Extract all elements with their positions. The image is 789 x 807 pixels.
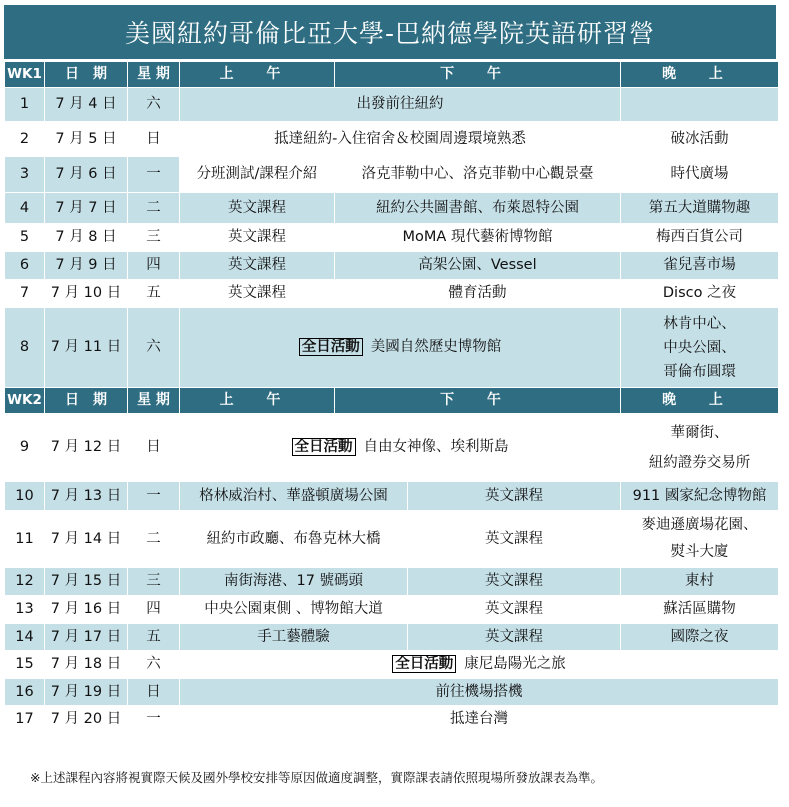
evening-cell: 雀兒喜市場	[621, 252, 779, 280]
table-row	[5, 596, 779, 624]
evening-cell: 911 國家紀念博物館	[621, 482, 779, 511]
afternoon-cell: 紐約公共圖書館、布萊恩特公園	[335, 193, 621, 224]
table-row	[5, 651, 779, 679]
weekday-cell: 日	[128, 122, 180, 157]
date-cell: 7 月 9 日	[45, 252, 128, 280]
week1-header-row	[5, 62, 779, 88]
table-row	[5, 224, 779, 252]
day-number: 2	[5, 122, 45, 157]
activity-cell: 抵達台灣	[180, 706, 779, 734]
day-number: 1	[5, 88, 45, 122]
table-row	[5, 157, 779, 193]
week-label: WK2	[5, 388, 45, 414]
schedule-table	[4, 61, 779, 734]
page-title: 美國紐約哥倫比亞大學-巴納德學院英語研習營	[4, 5, 776, 59]
morning-cell: 英文課程	[180, 193, 335, 224]
date-cell: 7 月 13 日	[45, 482, 128, 511]
evening-cell: 蘇活區購物	[621, 596, 779, 624]
afternoon-cell: MoMA 現代藝術博物館	[335, 224, 621, 252]
day-number: 5	[5, 224, 45, 252]
day-number: 8	[5, 308, 45, 388]
evening-cell: 第五大道購物趣	[621, 193, 779, 224]
date-header: 日 期	[45, 62, 128, 88]
morning-cell: 紐約市政廳、布魯克林大橋	[180, 511, 408, 568]
morning-cell: 南街海港、17 號碼頭	[180, 568, 408, 596]
table-row	[5, 88, 779, 122]
week2-header-row	[5, 388, 779, 414]
date-cell: 7 月 7 日	[45, 193, 128, 224]
evening-line: 林肯中心、	[663, 315, 736, 332]
evening-line: 麥迪遜廣場花園、	[641, 517, 758, 533]
day-number: 4	[5, 193, 45, 224]
full-day-tag: 全日活動	[292, 438, 356, 456]
weekday-cell: 三	[128, 224, 180, 252]
day-number: 14	[5, 624, 45, 651]
table-row	[5, 624, 779, 651]
day-number: 9	[5, 414, 45, 482]
afternoon-cell: 洛克菲勒中心、洛克菲勒中心觀景臺	[335, 157, 621, 193]
full-day-tag: 全日活動	[392, 655, 456, 673]
activity-text: 美國自然歷史博物館	[370, 339, 502, 356]
evening-cell: 梅西百貨公司	[621, 224, 779, 252]
evening-line: 哥倫布圓環	[663, 363, 736, 380]
day-number: 12	[5, 568, 45, 596]
date-cell: 7 月 15 日	[45, 568, 128, 596]
evening-line: 華爾街、	[670, 424, 729, 441]
date-cell: 7 月 12 日	[45, 414, 128, 482]
activity-cell	[180, 414, 621, 482]
evening-cell: 東村	[621, 568, 779, 596]
morning-header: 上 午	[180, 62, 335, 88]
afternoon-cell: 英文課程	[408, 624, 621, 651]
weekday-cell: 三	[128, 568, 180, 596]
evening-cell	[621, 414, 779, 482]
afternoon-cell: 體育活動	[335, 280, 621, 308]
date-cell: 7 月 16 日	[45, 596, 128, 624]
morning-cell: 英文課程	[180, 252, 335, 280]
activity-cell	[180, 651, 779, 679]
morning-cell: 分班測試/課程介紹	[180, 157, 335, 193]
evening-header: 晚 上	[621, 62, 779, 88]
weekday-header: 星 期	[128, 62, 180, 88]
date-cell: 7 月 20 日	[45, 706, 128, 734]
morning-cell: 英文課程	[180, 224, 335, 252]
weekday-cell: 四	[128, 596, 180, 624]
evening-line: 熨斗大廈	[670, 544, 729, 560]
weekday-cell: 二	[128, 193, 180, 224]
date-header: 日 期	[45, 388, 128, 414]
table-row	[5, 511, 779, 568]
morning-cell: 英文課程	[180, 280, 335, 308]
evening-cell: 時代廣場	[621, 157, 779, 193]
evening-header: 晚 上	[621, 388, 779, 414]
activity-text: 康尼島陽光之旅	[464, 656, 566, 673]
table-row	[5, 122, 779, 157]
afternoon-header: 下 午	[335, 62, 621, 88]
morning-cell: 格林威治村、華盛頓廣場公園	[180, 482, 408, 511]
evening-cell: 國際之夜	[621, 624, 779, 651]
afternoon-cell: 英文課程	[408, 568, 621, 596]
weekday-header: 星 期	[128, 388, 180, 414]
evening-line: 中央公園、	[663, 339, 736, 356]
table-row	[5, 414, 779, 482]
table-row	[5, 252, 779, 280]
weekday-cell: 六	[128, 88, 180, 122]
full-day-tag: 全日活動	[299, 338, 363, 356]
afternoon-cell: 英文課程	[408, 596, 621, 624]
table-row	[5, 706, 779, 734]
weekday-cell: 一	[128, 706, 180, 734]
date-cell: 7 月 10 日	[45, 280, 128, 308]
weekday-cell: 五	[128, 280, 180, 308]
afternoon-header: 下 午	[335, 388, 621, 414]
date-cell: 7 月 6 日	[45, 157, 128, 193]
afternoon-cell: 英文課程	[408, 511, 621, 568]
date-cell: 7 月 18 日	[45, 651, 128, 679]
weekday-cell: 日	[128, 679, 180, 706]
afternoon-cell: 英文課程	[408, 482, 621, 511]
afternoon-cell: 高架公園、Vessel	[335, 252, 621, 280]
evening-cell	[621, 511, 779, 568]
weekday-cell: 五	[128, 624, 180, 651]
activity-cell	[180, 308, 621, 388]
table-row	[5, 482, 779, 511]
weekday-cell: 一	[128, 482, 180, 511]
footnote: ※上述課程內容將視實際天候及國外學校安排等原因做適度調整，實際課表請依照現場所發放課表為準。	[30, 770, 603, 785]
morning-cell: 手工藝體驗	[180, 624, 408, 651]
date-cell: 7 月 11 日	[45, 308, 128, 388]
table-row	[5, 280, 779, 308]
weekday-cell: 日	[128, 414, 180, 482]
morning-header: 上 午	[180, 388, 335, 414]
day-number: 7	[5, 280, 45, 308]
weekday-cell: 六	[128, 651, 180, 679]
table-row	[5, 679, 779, 706]
day-number: 15	[5, 651, 45, 679]
day-number: 6	[5, 252, 45, 280]
date-cell: 7 月 14 日	[45, 511, 128, 568]
day-number: 16	[5, 679, 45, 706]
date-cell: 7 月 8 日	[45, 224, 128, 252]
table-row	[5, 308, 779, 388]
day-number: 13	[5, 596, 45, 624]
activity-cell: 前往機場搭機	[180, 679, 779, 706]
day-number: 11	[5, 511, 45, 568]
weekday-cell: 一	[128, 157, 180, 193]
morning-cell: 中央公園東側 、博物館大道	[180, 596, 408, 624]
activity-cell: 出發前往紐約	[180, 88, 621, 122]
weekday-cell: 六	[128, 308, 180, 388]
date-cell: 7 月 4 日	[45, 88, 128, 122]
evening-cell	[621, 308, 779, 388]
evening-cell: Disco 之夜	[621, 280, 779, 308]
evening-line: 紐約證券交易所	[648, 454, 751, 471]
weekday-cell: 二	[128, 511, 180, 568]
date-cell: 7 月 5 日	[45, 122, 128, 157]
table-row	[5, 568, 779, 596]
day-number: 17	[5, 706, 45, 734]
weekday-cell: 四	[128, 252, 180, 280]
evening-cell: 破冰活動	[621, 122, 779, 157]
table-row	[5, 193, 779, 224]
day-number: 3	[5, 157, 45, 193]
day-number: 10	[5, 482, 45, 511]
date-cell: 7 月 19 日	[45, 679, 128, 706]
week-label: WK1	[5, 62, 45, 88]
activity-cell: 抵達紐約-入住宿舍＆校園周邊環境熟悉	[180, 122, 621, 157]
evening-cell	[621, 88, 779, 122]
date-cell: 7 月 17 日	[45, 624, 128, 651]
activity-text: 自由女神像、埃利斯島	[363, 439, 509, 456]
